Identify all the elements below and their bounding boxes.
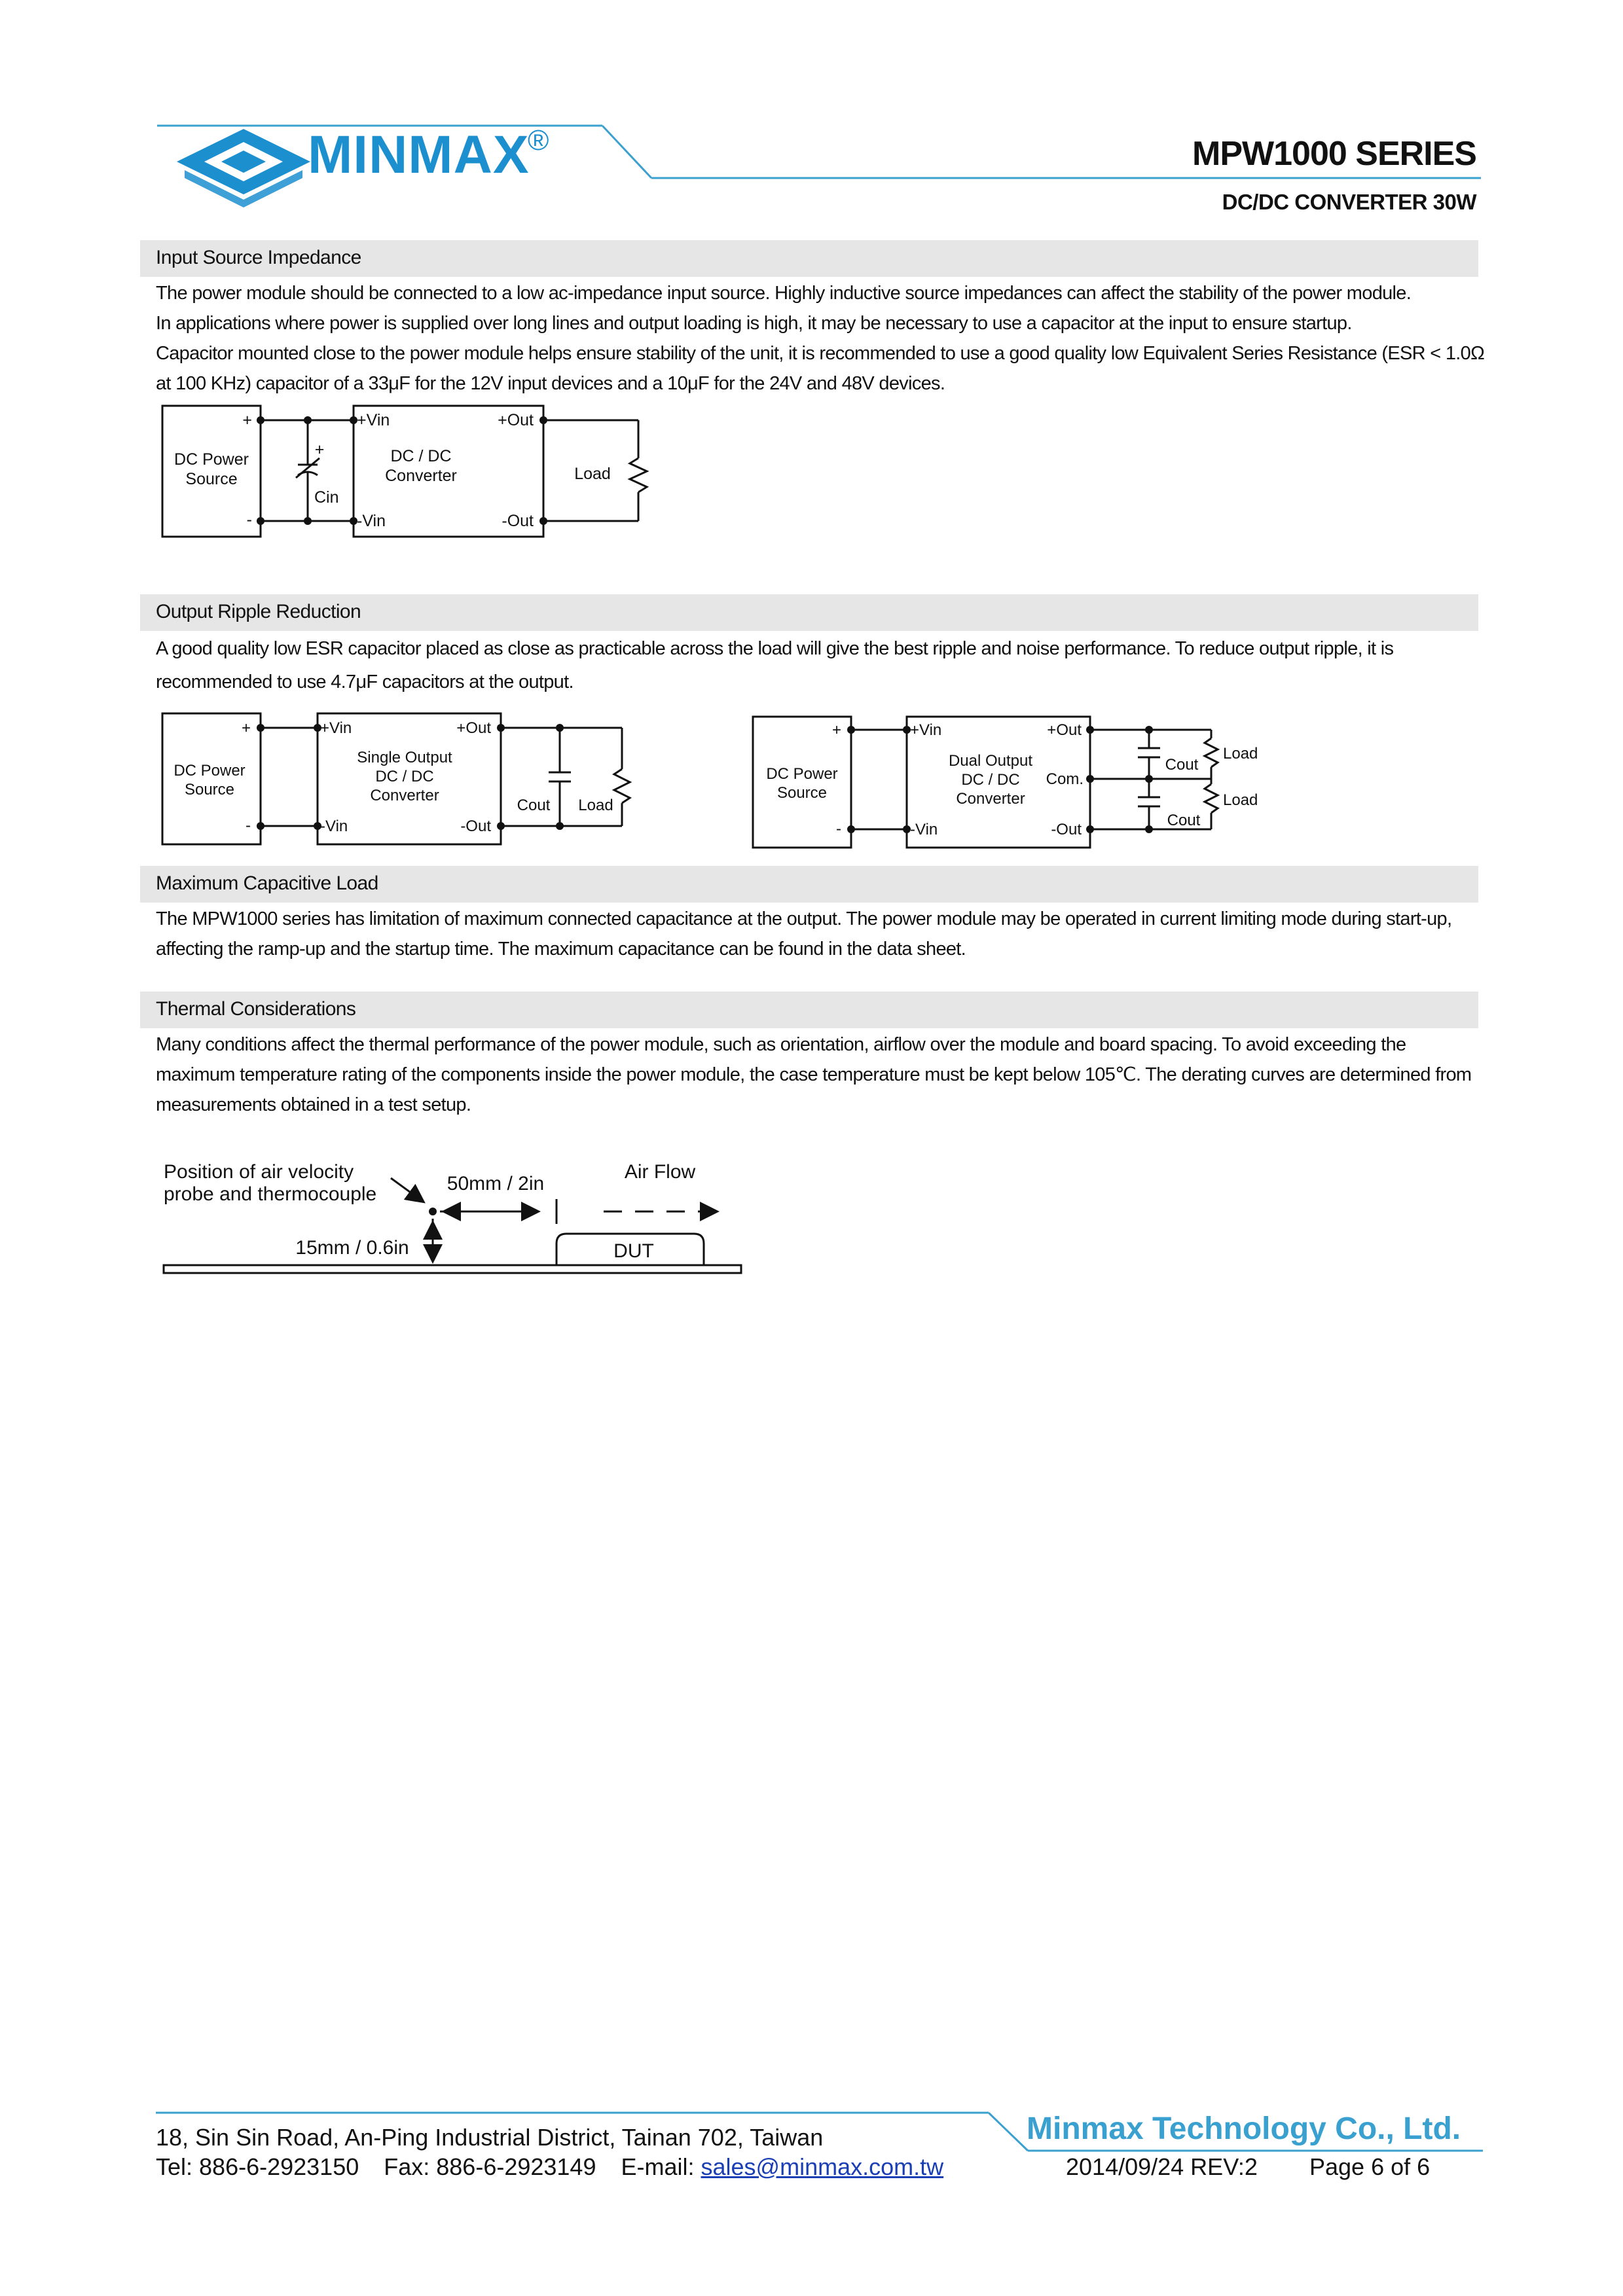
section-header-max-cap-load — [140, 866, 1478, 903]
section-header-thermal — [140, 992, 1478, 1028]
minus-label: - — [246, 817, 251, 834]
vin-minus-label: -Vin — [357, 512, 386, 530]
height-label: 15mm / 0.6in — [295, 1237, 409, 1259]
cout-label: Cout — [1167, 812, 1201, 829]
converter-label: Converter — [956, 790, 1025, 808]
max-cap-load-text — [156, 904, 1485, 964]
footer-fax: Fax: 886-6-2923149 — [384, 2153, 596, 2180]
footer-address: 18, Sin Sin Road, An-Ping Industrial District, Tainan 702, Taiwan — [156, 2124, 824, 2151]
minmax-logo-icon — [177, 129, 310, 207]
converter-label: Converter — [370, 787, 439, 804]
output-ripple-text — [156, 632, 1485, 699]
input-capacitor-circuit-diagram — [0, 393, 720, 550]
cout-label: Cout — [1165, 756, 1199, 774]
series-subtitle: DC/DC CONVERTER 30W — [1222, 190, 1476, 214]
footer-page-number: Page 6 of 6 — [1309, 2153, 1431, 2180]
probe-label: probe and thermocouple — [164, 1183, 377, 1205]
thermal-test-setup-diagram — [0, 1145, 786, 1289]
footer-contact-line — [156, 2153, 943, 2181]
vout-plus-label: +Out — [1047, 721, 1082, 739]
section-title: Input Source Impedance — [156, 247, 361, 268]
input-impedance-text — [156, 278, 1485, 399]
vout-minus-label: -Out — [1051, 821, 1082, 838]
section-header-output-ripple — [140, 594, 1478, 631]
section-header-input-impedance — [140, 240, 1478, 277]
vin-plus-label: +Vin — [320, 719, 352, 737]
dual-output-circuit-diagram — [720, 707, 1309, 851]
paragraph: In applications where power is supplied over long lines and output loading is high, it may be necessary to use a capacitor at the input to ensure startup. — [156, 313, 1352, 334]
cap-plus-label: + — [314, 440, 325, 459]
series-title: MPW1000 SERIES — [1192, 135, 1476, 173]
paragraph: The MPW1000 series has limitation of maximum connected capacitance at the output. The power module may be operated in current limiting mode during start-up, affecting the ramp-up and the startup time. The maximum capacitance can be found in the data sheet. — [156, 908, 1452, 960]
converter-label: Dual Output — [948, 752, 1033, 770]
probe-point-icon — [429, 1208, 437, 1215]
plus-label: + — [241, 719, 251, 737]
converter-label: DC / DC — [961, 771, 1020, 789]
source-label: DC Power — [766, 765, 838, 783]
minus-label: - — [246, 511, 252, 529]
load-label: Load — [574, 465, 611, 483]
brand-name: MINMAX — [308, 125, 530, 185]
paragraph: A good quality low ESR capacitor placed as close as practicable across the load will give the best ripple and noise performance. To reduce output ripple, it is recommended to use 4.7μF capacitors at the output. — [156, 638, 1394, 692]
section-title: Maximum Capacitive Load — [156, 872, 378, 894]
header-graphics — [0, 0, 1623, 209]
footer-email-link[interactable]: sales@minmax.com.tw — [701, 2153, 944, 2180]
minus-label: - — [836, 820, 841, 838]
vout-plus-label: +Out — [498, 411, 534, 429]
footer-revision: 2014/09/24 REV:2 — [1066, 2153, 1258, 2180]
converter-label: DC / DC — [375, 768, 434, 785]
footer-tel: Tel: 886-6-2923150 — [156, 2153, 359, 2180]
load-label: Load — [578, 797, 613, 814]
com-label: Com. — [1046, 770, 1084, 788]
source-label: Source — [185, 470, 238, 488]
vout-minus-label: -Out — [501, 512, 534, 530]
section-title: Thermal Considerations — [156, 998, 356, 1020]
vout-plus-label: +Out — [456, 719, 491, 737]
source-label: Source — [776, 784, 828, 802]
cout-label: Cout — [517, 797, 551, 814]
converter-label: DC / DC — [390, 447, 452, 465]
dut-label: DUT — [613, 1240, 654, 1262]
single-output-circuit-diagram — [0, 707, 655, 851]
vin-minus-label: -Vin — [320, 817, 348, 835]
source-label: DC Power — [174, 450, 249, 469]
load-label: Load — [1223, 745, 1258, 762]
airflow-label: Air Flow — [624, 1161, 696, 1183]
plus-label: + — [242, 411, 252, 429]
footer-email-label: E-mail: — [621, 2153, 701, 2180]
converter-label: Converter — [385, 467, 457, 485]
paragraph: Capacitor mounted close to the power module helps ensure stability of the unit, it is recommended to use a good quality low Equivalent Series Resistance (ESR < 1.0Ω at 100 KHz) capacitor of a 33μF for the 12V input devices and a 10μF for the 24V and 48V devices. — [156, 343, 1485, 394]
paragraph: The power module should be connected to a low ac-impedance input source. Highly inductive source impedances can affect the stability of the power module. — [156, 283, 1412, 304]
vin-plus-label: +Vin — [357, 411, 390, 429]
load-label: Load — [1223, 791, 1258, 809]
section-title: Output Ripple Reduction — [156, 601, 361, 622]
footer-company-name: Minmax Technology Co., Ltd. — [1027, 2111, 1461, 2146]
vout-minus-label: -Out — [460, 817, 491, 835]
plus-label: + — [831, 721, 841, 739]
thermal-text — [156, 1030, 1485, 1120]
vin-plus-label: +Vin — [910, 721, 942, 739]
distance-label: 50mm / 2in — [447, 1173, 545, 1194]
probe-label: Position of air velocity — [164, 1161, 354, 1183]
source-label: DC Power — [173, 762, 246, 780]
cin-label: Cin — [314, 488, 339, 507]
registered-mark: ® — [528, 124, 549, 156]
paragraph: Many conditions affect the thermal performance of the power module, such as orientation, airflow over the module and board spacing. To avoid exceeding the maximum temperature rating of the components inside the power module, the case temperature must be kept below 105℃. The derating curves are determined from measurements obtained in a test setup. — [156, 1034, 1472, 1115]
vin-minus-label: -Vin — [910, 821, 938, 838]
source-label: Source — [184, 781, 235, 798]
converter-label: Single Output — [357, 749, 452, 766]
